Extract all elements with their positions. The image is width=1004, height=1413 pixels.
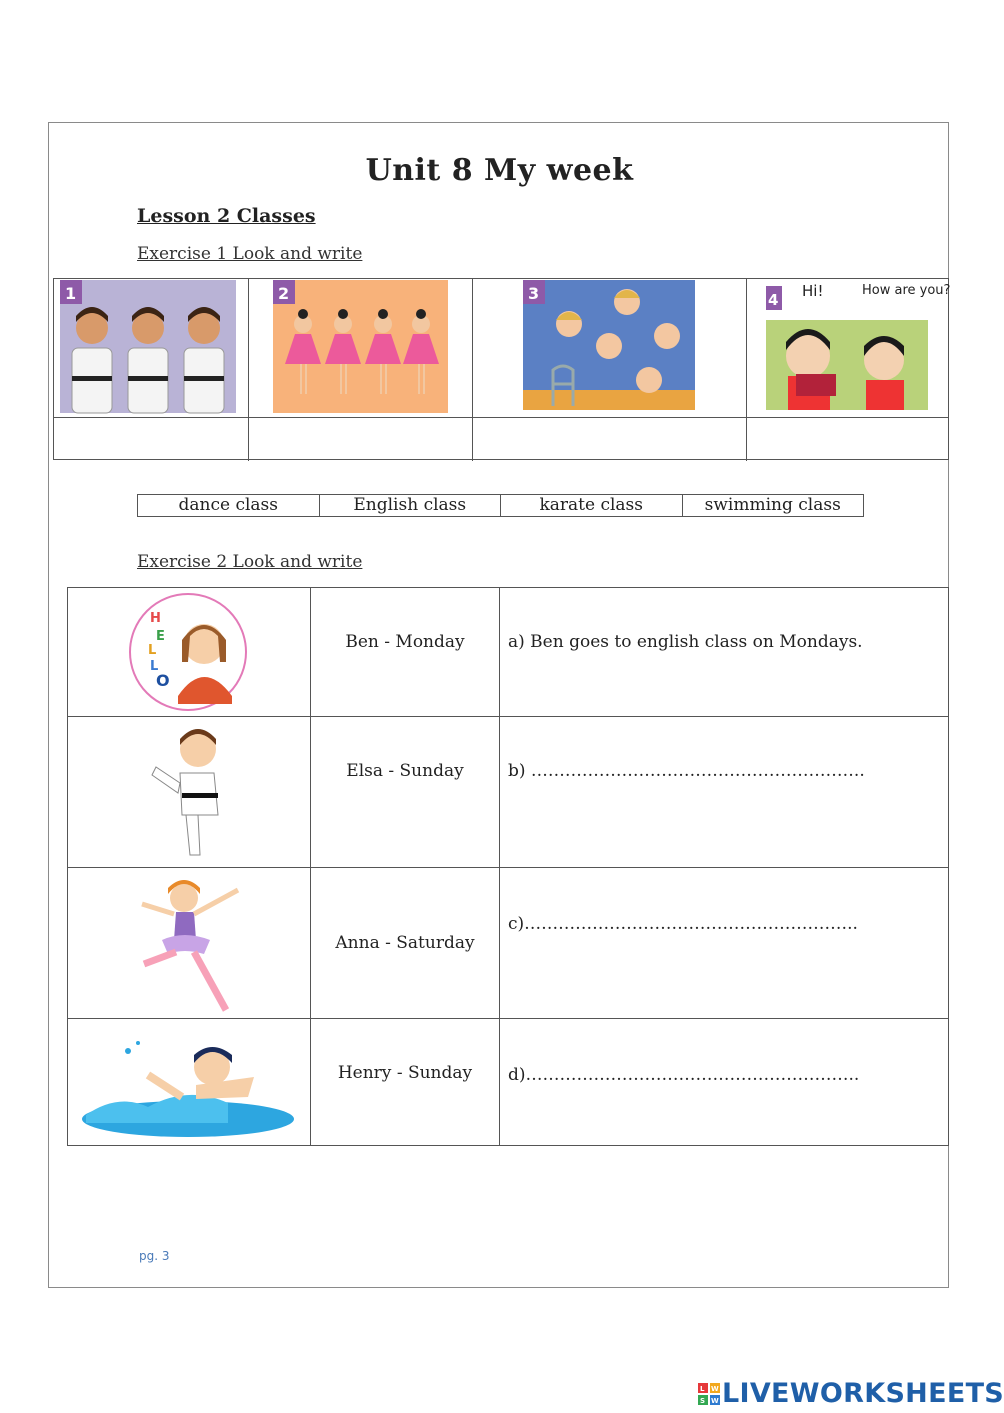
exercise2-heading: Exercise 2 Look and write [137,552,363,572]
word-bank-dance-class[interactable]: dance class [138,495,320,516]
svg-text:H: H [150,611,161,626]
ballet-dancers-icon [273,280,448,413]
bubble-how-are-you: How are you? [862,283,951,298]
name-day-cell: Anna - Saturday [311,868,500,1018]
word-bank-karate-class[interactable]: karate class [501,495,683,516]
svg-text:L: L [148,643,157,658]
page-title: Unit 8 My week [365,153,634,188]
svg-text:L: L [700,1384,705,1393]
exercise1-heading: Exercise 1 Look and write [137,244,363,264]
dancing-girl-icon [134,874,246,1016]
picture-number-1: 1 [65,284,77,303]
picture-cell [68,717,311,867]
answer-d[interactable]: d)………………………………………………….. [508,1065,860,1085]
svg-text:W: W [711,1396,719,1405]
lesson-heading: Lesson 2 Classes [137,205,316,227]
name-day-cell: Henry - Sunday [311,1019,500,1145]
svg-text:W: W [711,1384,719,1393]
word-bank [137,494,864,517]
page-number: pg. 3 [139,1249,170,1263]
svg-text:L: L [150,659,159,674]
karate-kids-icon [60,280,236,413]
table-row [68,717,948,868]
name-day-cell: Elsa - Sunday [311,717,500,867]
name-day-cell: Ben - Monday [311,588,500,716]
svg-text:S: S [700,1396,706,1405]
worksheet-page [48,122,949,1288]
table-row [68,1019,948,1145]
exercise1-table [53,278,949,460]
bubble-hi: Hi! [802,282,824,300]
brand-name: LIVEWORKSHEETS [722,1378,1004,1409]
word-bank-english-class[interactable]: English class [320,495,502,516]
english-greeting-icon [766,280,951,410]
answer-c[interactable]: c)………………………………………………….. [508,914,858,934]
svg-text:O: O [156,671,170,690]
picture-number-4: 4 [768,291,779,309]
swimmer-icon [78,1027,300,1139]
answer-a: a) Ben goes to english class on Mondays. [508,632,863,652]
swimming-kids-icon [523,280,695,410]
table-row [68,588,948,717]
picture-number-3: 3 [528,284,540,303]
picture-cell [68,588,311,716]
liveworksheets-logo [698,1378,1004,1409]
picture-cell [68,1019,311,1145]
exercise2-table [67,587,949,1146]
picture-number-2: 2 [278,284,290,303]
hello-girl-icon [126,592,250,712]
picture-cell [68,868,311,1018]
table-row [68,868,948,1019]
word-bank-swimming-class[interactable]: swimming class [704,495,841,515]
answer-b[interactable]: b) ………………………………………………….. [508,761,865,781]
karate-girl-icon [150,723,230,863]
exercise1-divider [54,417,948,418]
brand-squares-icon [698,1383,720,1405]
svg-text:E: E [156,629,165,644]
